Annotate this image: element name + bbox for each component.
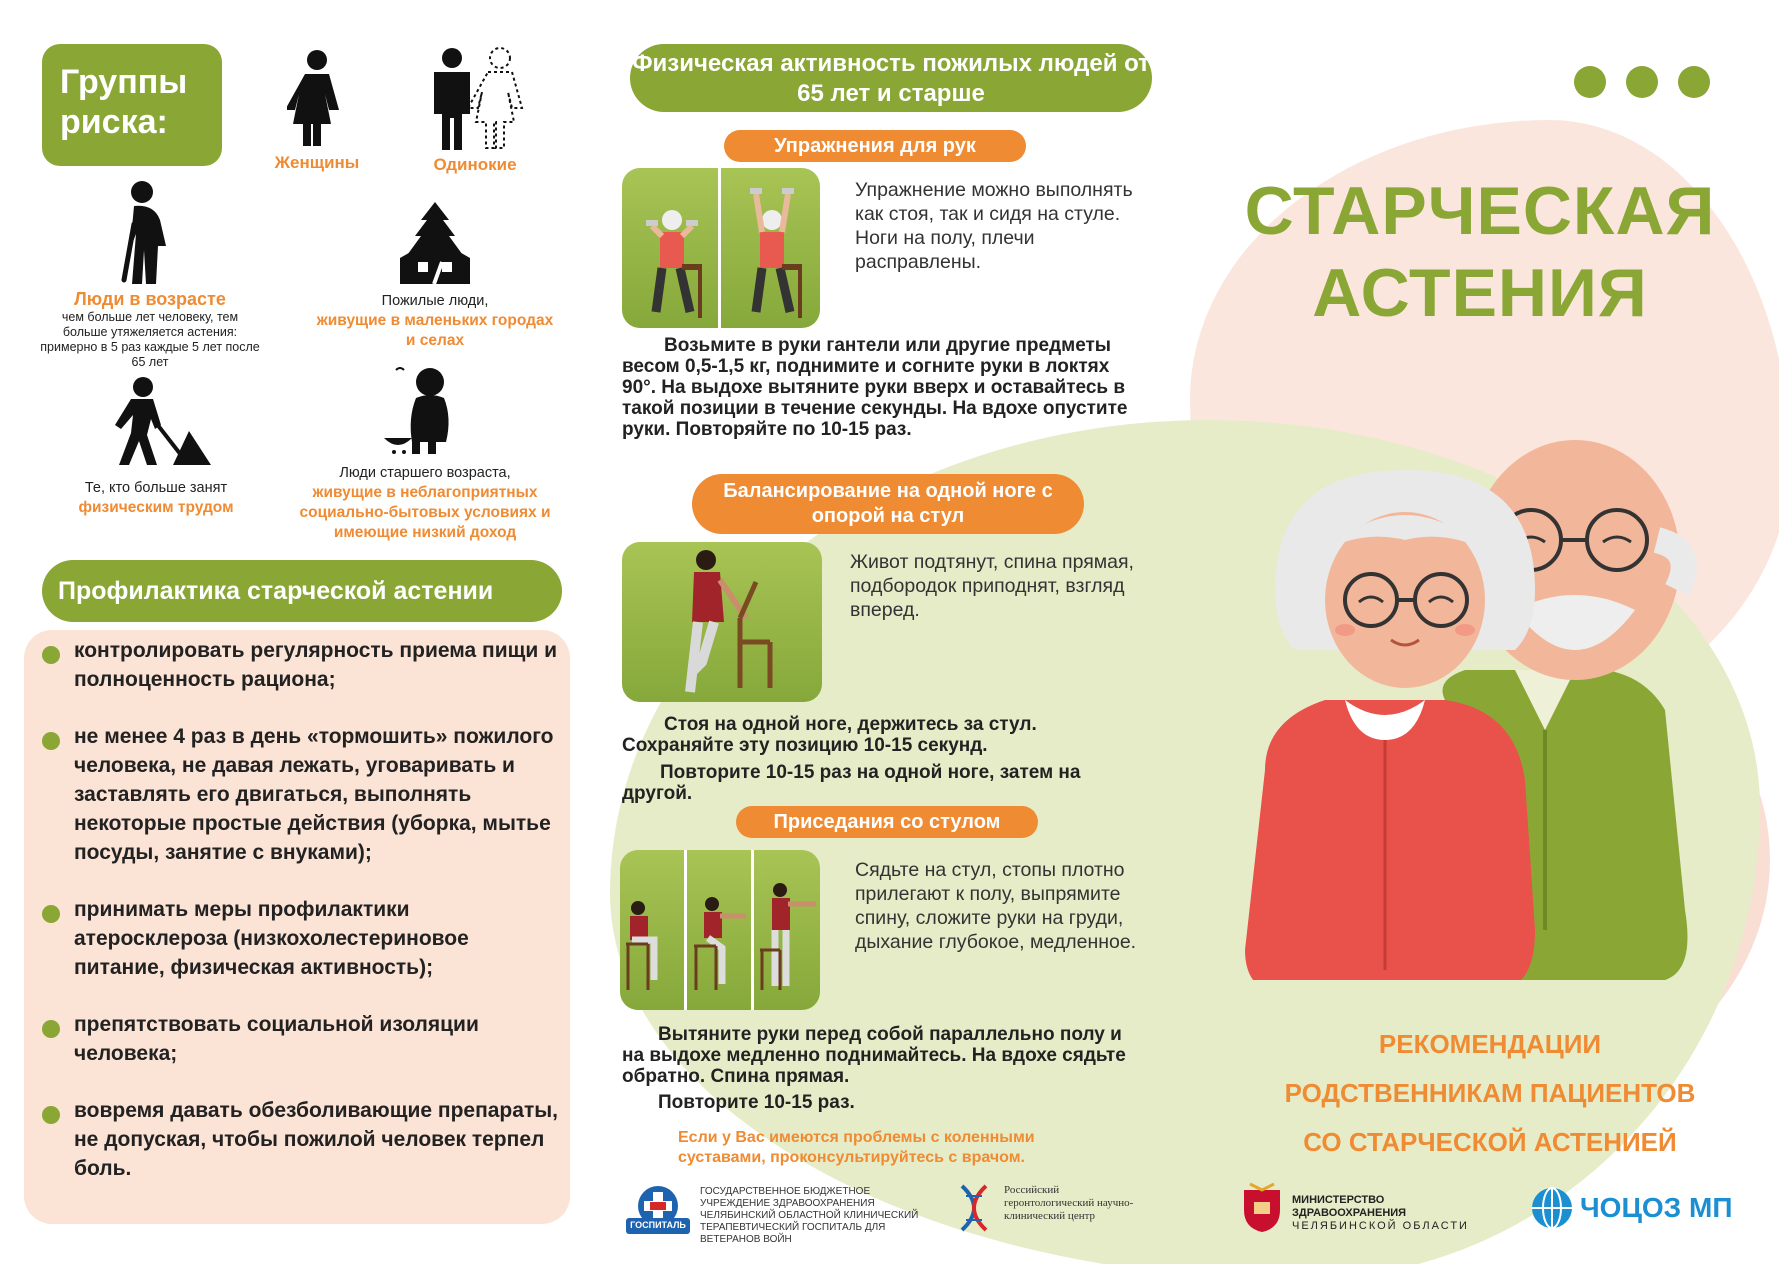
bullet-dot: [42, 905, 60, 923]
squat-step-rising: [694, 897, 746, 990]
house-with-tree-icon: [390, 200, 480, 286]
decor-dot: [1574, 66, 1606, 98]
gerontology-logo: [950, 1182, 998, 1234]
man-squat-sequence-figure: [620, 850, 820, 1010]
exercise-squat-photo: [620, 850, 820, 1010]
recommendations-line3: СО СТАРЧЕСКОЙ АСТЕНИЕЙ: [1303, 1127, 1677, 1157]
risk-poor-bold: живущие в неблагоприятных социально-бытовых условиях и имеющие низкий доход: [299, 484, 551, 541]
risk-towns-pre: Пожилые люди,: [381, 293, 489, 309]
prevention-title: Профилактика старческой астении: [42, 560, 562, 622]
risk-age-title: Люди в возрасте: [74, 289, 226, 309]
bullet-dot: [42, 1020, 60, 1038]
squat-step-standing: [760, 883, 816, 990]
risk-age: [40, 180, 260, 370]
risk-women-label: Женщины: [274, 153, 360, 172]
prevention-item: препятствовать социальной изоляции человека;: [38, 1010, 558, 1068]
prevention-item: принимать меры профилактики атеросклероза (низкохолестериновое питание, физическая активность);: [38, 895, 558, 982]
prevention-item: не менее 4 раз в день «тормошить» пожилого человека, не давая лежать, уговаривать и заставлять его двигаться, выполнять некоторые простые действия (уборка, мытье посуды, занятие с внуками);: [38, 722, 558, 867]
exercise-squat-instructions-2: Повторите 10-15 раз.: [658, 1092, 855, 1113]
prevention-item: контролировать регулярность приема пищи и полноценность рациона;: [38, 636, 558, 694]
bullet-dot: [42, 646, 60, 664]
recommendations-line2: РОДСТВЕННИКАМ ПАЦИЕНТОВ: [1284, 1078, 1696, 1108]
hospital-logo: [626, 1184, 690, 1236]
man-balancing-chair-figure: [622, 542, 822, 702]
risk-groups-title: Группы риска:: [42, 44, 222, 166]
brochure-title-line2: АСТЕНИЯ: [1312, 255, 1648, 331]
decor-dot: [1626, 66, 1658, 98]
ministry-name: [1292, 1194, 1492, 1233]
dna-helix-icon: [950, 1182, 998, 1234]
prevention-list: [38, 636, 558, 1211]
exercise-arms-instructions: Возьмите в руки гантели или другие предметы весом 0,5-1,5 кг, поднимите и согните руки в локтях 90°. На выдохе вытяните руки вверх и оставайтесь в такой позиции в течение секунды. На вдохе опустите руки. Повторяйте по 10-15 раз.: [622, 335, 1128, 440]
exercise-balance-instructions-2: Повторите 10-15 раз на одной ноге, затем на другой.: [622, 762, 1081, 804]
coat-of-arms-icon: [1240, 1180, 1284, 1234]
squat-step-sitting: [626, 901, 654, 990]
brochure-title: [1205, 170, 1755, 334]
exercise-squat-title: Приседания со стулом: [736, 806, 1038, 838]
bullet-dot: [42, 732, 60, 750]
decor-dot: [1678, 66, 1710, 98]
prevention-item: вовремя давать обезболивающие препараты, не допуская, чтобы пожилой человек терпел боль.: [38, 1096, 558, 1183]
chocoz-logo: [1530, 1186, 1574, 1230]
exercise-arms-title: Упражнения для рук: [724, 130, 1026, 162]
woman-icon: [287, 48, 347, 148]
brochure-title-line1: СТАРЧЕСКАЯ: [1244, 173, 1716, 249]
ministry-line1: МИНИСТЕРСТВО ЗДРАВООХРАНЕНИЯ: [1292, 1194, 1407, 1219]
exercise-squat-instructions-1: Вытяните руки перед собой параллельно полу и на выдохе медленно поднимайтесь. На вдохе сядьте обратно. Спина прямая.: [622, 1024, 1126, 1087]
globe-icon: [1530, 1186, 1574, 1230]
recommendations-title: [1230, 1020, 1750, 1167]
hospital-badge-text: ГОСПИТАЛЬ: [630, 1220, 686, 1230]
chelyabinsk-coat-of-arms: [1240, 1180, 1284, 1234]
hospital-name: ГОСУДАРСТВЕННОЕ БЮДЖЕТНОЕ УЧРЕЖДЕНИЕ ЗДРАВООХРАНЕНИЯ ЧЕЛЯБИНСКИЙ ОБЛАСТНОЙ КЛИНИЧЕСКИЙ ТЕРАПЕВТИЧЕСКИЙ ГОСПИТАЛЬ ДЛЯ ВЕТЕРАНОВ ВОЙН: [700, 1186, 919, 1245]
sad-person-bowl-icon: [380, 362, 470, 458]
risk-physical-labor: [46, 375, 266, 518]
worker-digging-icon: [101, 375, 211, 467]
risk-labor-bold: физическим трудом: [78, 499, 234, 516]
risk-small-towns: [310, 200, 560, 351]
exercise-balance-title: Балансирование на одной ноге с опорой на стул: [692, 474, 1084, 534]
exercise-balance-desc: Живот подтянут, спина прямая, подбородок приподнят, взгляд вперед.: [850, 551, 1134, 621]
knee-warning-note: Если у Вас имеются проблемы с коленными суставами, проконсультируйтесь с врачом.: [678, 1129, 1035, 1166]
ministry-line2: ЧЕЛЯБИНСКОЙ ОБЛАСТИ: [1292, 1220, 1469, 1232]
elderly-couple-illustration: [1215, 440, 1735, 980]
exercise-balance-photo: [622, 542, 822, 702]
bullet-dot: [42, 1106, 60, 1124]
risk-poor-conditions: [280, 362, 570, 543]
risk-lonely: [405, 46, 545, 175]
exercise-arms-desc: Упражнение можно выполнять как стоя, так и сидя на стуле. Ноги на полу, плечи расправлены.: [855, 179, 1133, 273]
gerontology-name: Российский геронтологический научно-клинический центр: [1004, 1184, 1134, 1222]
recommendations-line1: РЕКОМЕНДАЦИИ: [1378, 1029, 1602, 1059]
chocoz-name: ЧОЦОЗ МП: [1580, 1192, 1733, 1223]
seated-woman-dumbbells-figure: [622, 168, 820, 328]
exercise-balance-instructions-1: Стоя на одной ноге, держитесь за стул. Сохраняйте эту позицию 10-15 секунд.: [622, 714, 1037, 756]
exercise-arms-photo: [622, 168, 820, 328]
risk-poor-pre: Люди старшего возраста,: [339, 465, 511, 481]
lonely-person-icon: [420, 46, 530, 150]
exercise-squat-desc: Сядьте на стул, стопы плотно прилегают к полу, выпрямите спину, сложите руки на груди, дыхание глубокое, медленное.: [855, 859, 1137, 953]
risk-labor-pre: Те, кто больше занят: [84, 480, 228, 496]
risk-towns-bold: живущие в маленьких городах и селах: [316, 312, 554, 349]
elderly-with-cane-icon: [120, 180, 180, 284]
risk-lonely-label: Одинокие: [433, 155, 517, 174]
risk-women: [262, 48, 372, 173]
risk-age-desc: чем больше лет человеку, тем больше утяжеляется астения: примерно в 5 раз каждые 5 лет после 65 лет: [40, 310, 260, 369]
activity-title: Физическая активность пожилых людей от 65 лет и старше: [630, 44, 1152, 112]
